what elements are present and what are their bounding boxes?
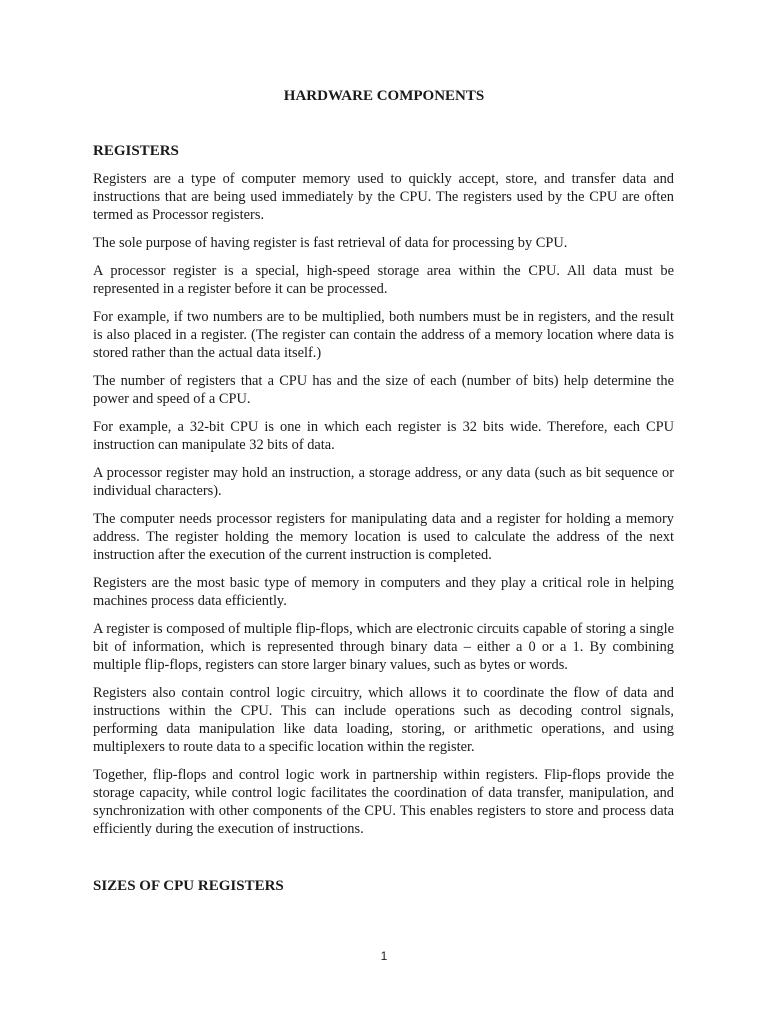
paragraph: Registers are the most basic type of memory in computers and they play a critical role in helping machines process data efficiently.	[93, 575, 674, 609]
paragraph: The sole purpose of having register is fast retrieval of data for processing by CPU.	[93, 235, 568, 251]
paragraph: A processor register may hold an instruction, a storage address, or any data (such as bit sequence or individual characters).	[93, 465, 674, 499]
paragraph: The computer needs processor registers for manipulating data and a register for holding a memory address. The register holding the memory location is used to calculate the address of the next instruction after the execution of the current instruction is completed.	[93, 511, 674, 563]
paragraph: The number of registers that a CPU has and the size of each (number of bits) help determine the power and speed of a CPU.	[93, 373, 674, 407]
paragraph: For example, a 32-bit CPU is one in which each register is 32 bits wide. Therefore, each CPU instruction can manipulate 32 bits of data.	[93, 419, 674, 453]
paragraph: For example, if two numbers are to be multiplied, both numbers must be in registers, and the result is also placed in a register. (The register can contain the address of a memory location where data is stored rather than the actual data itself.)	[93, 309, 674, 361]
paragraph: A register is composed of multiple flip-flops, which are electronic circuits capable of storing a single bit of information, which is represented through binary data – either a 0 or a 1. By combining multiple flip-flops, registers can store larger binary values, such as bytes or words.	[93, 621, 674, 673]
paragraph: Registers also contain control logic circuitry, which allows it to coordinate the flow of data and instructions within the CPU. This can include operations such as decoding control signals, performing data manipulation like data loading, storing, or arithmetic operations, and using multiplexers to route data to a specific location within the register.	[93, 685, 674, 755]
paragraph: Registers are a type of computer memory used to quickly accept, store, and transfer data and instructions that are being used immediately by the CPU. The registers used by the CPU are often termed as Processor registers.	[93, 171, 674, 223]
section-heading-registers: REGISTERS	[93, 143, 179, 159]
section-heading-sizes: SIZES OF CPU REGISTERS	[93, 878, 284, 894]
registers-section	[93, 142, 674, 848]
page-number: 1	[380, 949, 388, 963]
document-title: HARDWARE COMPONENTS	[283, 88, 485, 104]
paragraph: A processor register is a special, high-speed storage area within the CPU. All data must be represented in a register before it can be processed.	[93, 263, 674, 297]
paragraph: Together, flip-flops and control logic work in partnership within registers. Flip-flops provide the storage capacity, while control logic facilitates the coordination of data transfer, manipulation, and synchronization with other components of the CPU. This enables registers to store and process data efficiently during the execution of instructions.	[93, 767, 674, 837]
